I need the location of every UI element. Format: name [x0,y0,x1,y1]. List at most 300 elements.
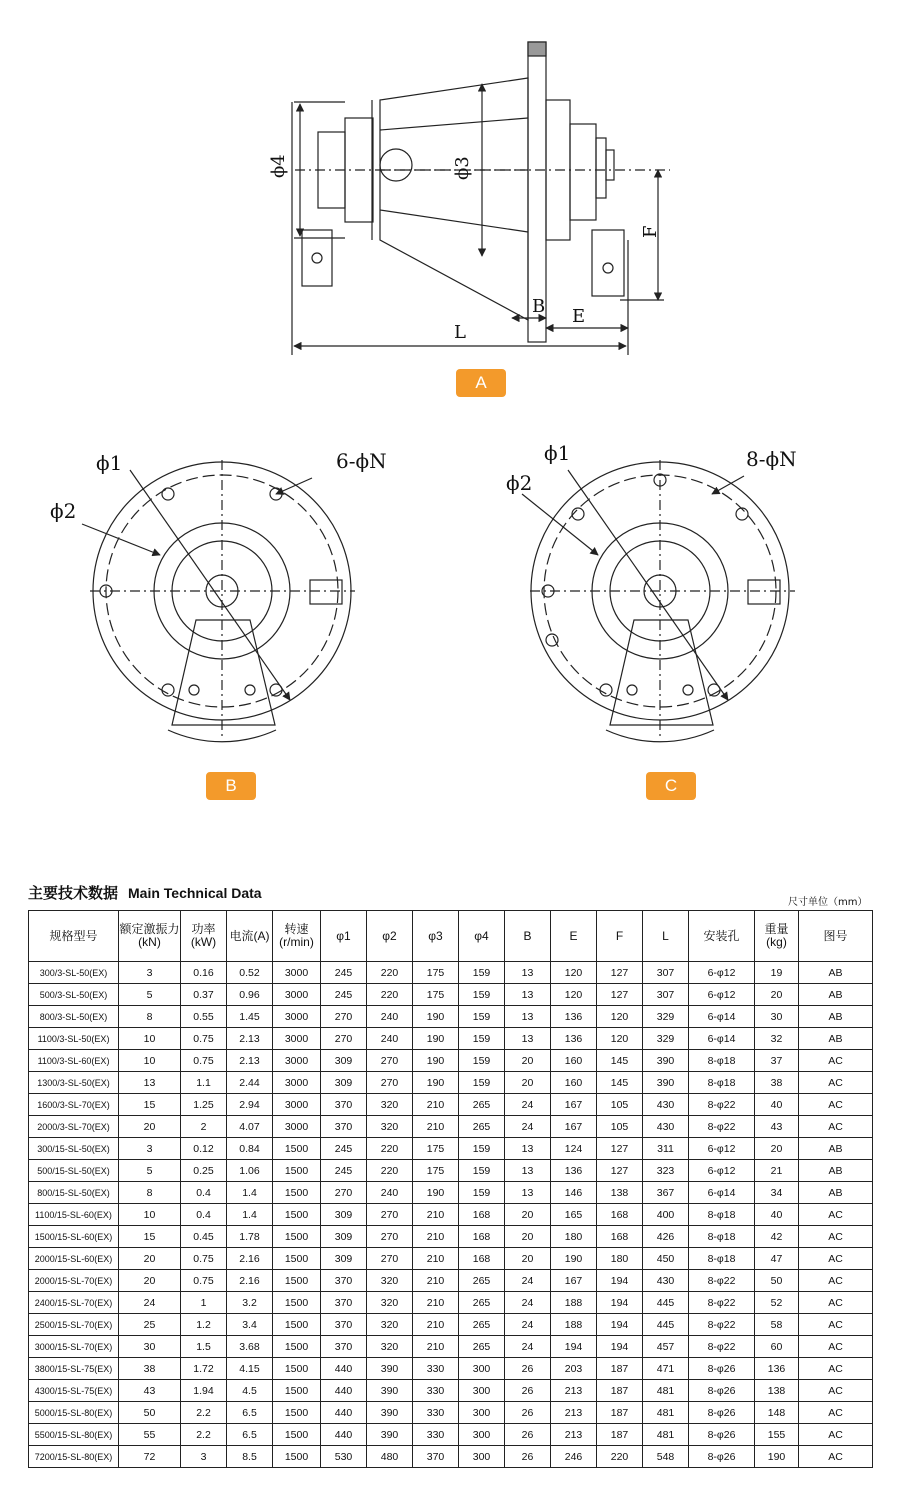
table-cell: 175 [413,1138,459,1160]
column-header: 功率(kW) [181,911,227,962]
table-cell: 440 [321,1358,367,1380]
label-f: F [640,225,661,238]
table-cell: 1500 [273,1336,321,1358]
table-cell: 20 [505,1072,551,1094]
table-cell: 38 [755,1072,799,1094]
table-cell: 2 [181,1116,227,1138]
table-cell: 13 [505,984,551,1006]
table-cell: 457 [643,1336,689,1358]
table-cell: 120 [551,984,597,1006]
column-header: 图号 [799,911,873,962]
table-cell: 136 [551,1028,597,1050]
table-row [29,1248,873,1270]
table-cell: 24 [505,1336,551,1358]
table-cell: 13 [505,962,551,984]
table-cell: 105 [597,1116,643,1138]
table-cell: 1500 [273,1226,321,1248]
table-cell: 159 [459,1072,505,1094]
table-cell: 430 [643,1094,689,1116]
table-cell: 145 [597,1072,643,1094]
table-cell: 2.2 [181,1402,227,1424]
table-cell: 445 [643,1314,689,1336]
table-cell: 0.12 [181,1138,227,1160]
table-cell: 8-φ26 [689,1380,755,1402]
table-cell: 187 [597,1380,643,1402]
table-cell: 30 [119,1336,181,1358]
model-cell: 1100/3-SL-60(EX) [29,1050,119,1072]
table-cell: 210 [413,1116,459,1138]
table-cell: 72 [119,1446,181,1468]
table-cell: 1500 [273,1424,321,1446]
table-cell: 210 [413,1270,459,1292]
section-title [28,882,262,903]
table-cell: 40 [755,1094,799,1116]
column-header: B [505,911,551,962]
table-cell: 240 [367,1028,413,1050]
model-cell: 300/3-SL-50(EX) [29,962,119,984]
model-cell: 4300/15-SL-75(EX) [29,1380,119,1402]
table-cell: 1500 [273,1446,321,1468]
table-cell: 175 [413,984,459,1006]
table-cell: 430 [643,1270,689,1292]
table-cell: AC [799,1248,873,1270]
table-cell: AC [799,1072,873,1094]
technical-data-table [28,910,873,1468]
table-cell: 471 [643,1358,689,1380]
table-cell: 160 [551,1072,597,1094]
table-cell: 440 [321,1380,367,1402]
table-cell: 220 [367,984,413,1006]
table-cell: 188 [551,1292,597,1314]
table-cell: 194 [597,1292,643,1314]
table-cell: 220 [367,1138,413,1160]
model-cell: 1500/15-SL-60(EX) [29,1226,119,1248]
table-cell: AC [799,1116,873,1138]
table-cell: 190 [755,1446,799,1468]
label-phi4: ϕ4 [268,154,289,178]
table-cell: 3000 [273,1028,321,1050]
table-cell: 1500 [273,1138,321,1160]
table-cell: 6.5 [227,1402,273,1424]
label-b-phi2: ϕ2 [50,499,77,523]
table-cell: 270 [367,1050,413,1072]
table-cell: 2.13 [227,1050,273,1072]
table-cell: 20 [505,1248,551,1270]
table-cell: 8 [119,1006,181,1028]
table-cell: 3000 [273,1072,321,1094]
unit-note: 尺寸单位（mm） [788,897,868,908]
table-cell: 5 [119,1160,181,1182]
table-cell: 20 [119,1270,181,1292]
table-cell: 309 [321,1072,367,1094]
table-cell: 4.15 [227,1358,273,1380]
table-cell: 3 [119,1138,181,1160]
table-cell: 165 [551,1204,597,1226]
model-cell: 2400/15-SL-70(EX) [29,1292,119,1314]
table-cell: 370 [321,1314,367,1336]
table-cell: 168 [459,1204,505,1226]
table-cell: 3000 [273,984,321,1006]
table-cell: 127 [597,984,643,1006]
table-cell: 390 [367,1380,413,1402]
table-cell: 10 [119,1204,181,1226]
table-cell: 159 [459,1006,505,1028]
table-cell: 194 [551,1336,597,1358]
model-cell: 800/15-SL-50(EX) [29,1182,119,1204]
table-cell: 148 [755,1402,799,1424]
table-cell: 270 [321,1028,367,1050]
table-cell: 1.2 [181,1314,227,1336]
table-cell: 6-φ14 [689,1182,755,1204]
table-cell: 26 [505,1424,551,1446]
table-cell: 194 [597,1270,643,1292]
table-cell: 26 [505,1446,551,1468]
table-cell: 367 [643,1182,689,1204]
table-cell: 320 [367,1270,413,1292]
model-cell: 500/3-SL-50(EX) [29,984,119,1006]
table-cell: 6-φ12 [689,984,755,1006]
table-cell: 120 [597,1006,643,1028]
table-cell: 311 [643,1138,689,1160]
table-cell: 426 [643,1226,689,1248]
table-cell: 0.55 [181,1006,227,1028]
table-cell: 0.75 [181,1270,227,1292]
table-row [29,1358,873,1380]
table-cell: 203 [551,1358,597,1380]
table-cell: 13 [505,1028,551,1050]
drawing-b-front-view [50,449,387,742]
table-cell: 188 [551,1314,597,1336]
column-header: 重量(kg) [755,911,799,962]
table-cell: 400 [643,1204,689,1226]
table-cell: 307 [643,962,689,984]
table-row [29,1182,873,1204]
table-cell: 26 [505,1402,551,1424]
table-cell: 245 [321,984,367,1006]
table-cell: 127 [597,1138,643,1160]
table-cell: AC [799,1446,873,1468]
model-cell: 7200/15-SL-80(EX) [29,1446,119,1468]
drawing-c-front-view [506,441,797,742]
table-cell: 24 [505,1314,551,1336]
table-cell: 270 [367,1226,413,1248]
table-cell: 2.44 [227,1072,273,1094]
table-cell: 1.1 [181,1072,227,1094]
table-cell: 0.4 [181,1182,227,1204]
table-cell: 20 [755,984,799,1006]
table-cell: 245 [321,1138,367,1160]
table-cell: 430 [643,1116,689,1138]
model-cell: 3800/15-SL-75(EX) [29,1358,119,1380]
table-cell: 0.4 [181,1204,227,1226]
table-cell: 20 [119,1116,181,1138]
model-cell: 1100/15-SL-60(EX) [29,1204,119,1226]
table-cell: 330 [413,1380,459,1402]
badge-b: B [206,772,256,800]
table-cell: 4.07 [227,1116,273,1138]
table-cell: 190 [551,1248,597,1270]
table-cell: 6-φ12 [689,1138,755,1160]
column-header: 安装孔 [689,911,755,962]
table-cell: 0.96 [227,984,273,1006]
table-cell: 13 [119,1072,181,1094]
table-cell: 3 [181,1446,227,1468]
table-cell: 136 [551,1160,597,1182]
section-title-en: Main Technical Data [128,885,262,901]
table-cell: 1500 [273,1160,321,1182]
table-cell: 330 [413,1424,459,1446]
table-cell: 309 [321,1248,367,1270]
table-cell: 194 [597,1314,643,1336]
table-cell: 1500 [273,1270,321,1292]
table-cell: 440 [321,1402,367,1424]
table-cell: 450 [643,1248,689,1270]
table-cell: 124 [551,1138,597,1160]
table-cell: 265 [459,1094,505,1116]
table-cell: AC [799,1314,873,1336]
table-cell: 8-φ26 [689,1402,755,1424]
table-cell: 175 [413,1160,459,1182]
table-cell: 2.16 [227,1248,273,1270]
table-cell: 8-φ26 [689,1424,755,1446]
table-row [29,1292,873,1314]
table-cell: AC [799,1226,873,1248]
table-cell: 52 [755,1292,799,1314]
table-cell: 159 [459,1160,505,1182]
table-cell: 138 [755,1380,799,1402]
model-cell: 5000/15-SL-80(EX) [29,1402,119,1424]
table-cell: 47 [755,1248,799,1270]
table-row [29,1138,873,1160]
table-cell: 0.75 [181,1028,227,1050]
table-cell: 213 [551,1424,597,1446]
table-cell: 167 [551,1270,597,1292]
table-cell: 270 [367,1204,413,1226]
model-cell: 1600/3-SL-70(EX) [29,1094,119,1116]
model-cell: 300/15-SL-50(EX) [29,1138,119,1160]
table-cell: AC [799,1292,873,1314]
table-cell: 159 [459,1028,505,1050]
table-cell: 160 [551,1050,597,1072]
table-cell: 190 [413,1050,459,1072]
table-cell: 0.75 [181,1050,227,1072]
table-cell: 1500 [273,1248,321,1270]
table-cell: 210 [413,1336,459,1358]
table-cell: 270 [321,1006,367,1028]
table-cell: 187 [597,1402,643,1424]
table-cell: 136 [755,1358,799,1380]
table-cell: 320 [367,1094,413,1116]
table-cell: 530 [321,1446,367,1468]
table-cell: 300 [459,1380,505,1402]
table-cell: 168 [459,1248,505,1270]
table-cell: 60 [755,1336,799,1358]
table-cell: 24 [505,1094,551,1116]
table-cell: 58 [755,1314,799,1336]
column-header: E [551,911,597,962]
table-cell: 15 [119,1094,181,1116]
table-row [29,1006,873,1028]
table-cell: AC [799,1050,873,1072]
table-cell: 4.5 [227,1380,273,1402]
table-cell: 127 [597,1160,643,1182]
table-cell: 187 [597,1424,643,1446]
column-header: 转速(r/min) [273,911,321,962]
table-cell: 30 [755,1006,799,1028]
table-cell: 5 [119,984,181,1006]
table-cell: 320 [367,1292,413,1314]
table-cell: 390 [643,1050,689,1072]
column-header: F [597,911,643,962]
table-cell: 390 [367,1358,413,1380]
table-cell: AC [799,1094,873,1116]
badge-c: C [646,772,696,800]
table-row [29,1204,873,1226]
table-cell: 220 [597,1446,643,1468]
table-cell: 210 [413,1226,459,1248]
table-cell: 8-φ22 [689,1270,755,1292]
model-cell: 2000/15-SL-60(EX) [29,1248,119,1270]
table-cell: 190 [413,1072,459,1094]
table-cell: 309 [321,1226,367,1248]
table-cell: AB [799,1028,873,1050]
table-cell: 19 [755,962,799,984]
label-b-holes: 6-ϕN [336,449,387,473]
table-cell: 330 [413,1402,459,1424]
table-cell: 167 [551,1116,597,1138]
table-cell: 1.78 [227,1226,273,1248]
table-row [29,1336,873,1358]
table-cell: 309 [321,1050,367,1072]
table-cell: 329 [643,1028,689,1050]
model-cell: 5500/15-SL-80(EX) [29,1424,119,1446]
table-cell: AC [799,1336,873,1358]
table-cell: 105 [597,1094,643,1116]
table-cell: 320 [367,1336,413,1358]
table-cell: 2.16 [227,1270,273,1292]
table-cell: 20 [119,1248,181,1270]
table-cell: 1500 [273,1358,321,1380]
table-cell: 8-φ22 [689,1094,755,1116]
label-b: B [532,296,546,317]
table-cell: AC [799,1358,873,1380]
table-cell: 0.52 [227,962,273,984]
table-cell: 168 [597,1226,643,1248]
table-cell: 190 [413,1182,459,1204]
table-cell: AB [799,1160,873,1182]
table-cell: 26 [505,1358,551,1380]
table-row [29,1380,873,1402]
model-cell: 500/15-SL-50(EX) [29,1160,119,1182]
table-cell: 370 [321,1116,367,1138]
table-cell: 330 [413,1358,459,1380]
table-cell: 3.4 [227,1314,273,1336]
table-cell: 1500 [273,1380,321,1402]
table-cell: 26 [505,1380,551,1402]
table-cell: 3.68 [227,1336,273,1358]
table-cell: 309 [321,1204,367,1226]
table-cell: 120 [597,1028,643,1050]
table-cell: 6-φ12 [689,962,755,984]
table-cell: 168 [597,1204,643,1226]
table-cell: 210 [413,1094,459,1116]
table-cell: 37 [755,1050,799,1072]
table-cell: 245 [321,1160,367,1182]
table-cell: 24 [119,1292,181,1314]
table-row [29,1160,873,1182]
table-cell: 1500 [273,1292,321,1314]
table-cell: 159 [459,962,505,984]
table-cell: 300 [459,1446,505,1468]
table-cell: 20 [755,1138,799,1160]
table-cell: 21 [755,1160,799,1182]
label-b-phi1: ϕ1 [96,451,123,475]
table-row [29,1226,873,1248]
table-cell: 265 [459,1116,505,1138]
table-cell: 175 [413,962,459,984]
table-cell: 240 [367,1006,413,1028]
table-cell: AC [799,1204,873,1226]
table-cell: 0.16 [181,962,227,984]
model-cell: 1300/3-SL-50(EX) [29,1072,119,1094]
section-title-cn: 主要技术数据 [28,884,119,902]
table-cell: 270 [367,1072,413,1094]
table-cell: 190 [413,1028,459,1050]
column-header: φ3 [413,911,459,962]
table-cell: 146 [551,1182,597,1204]
table-cell: 167 [551,1094,597,1116]
table-cell: 390 [643,1072,689,1094]
table-cell: 187 [597,1358,643,1380]
table-cell: 265 [459,1314,505,1336]
table-row [29,1028,873,1050]
table-cell: 246 [551,1446,597,1468]
table-cell: 34 [755,1182,799,1204]
table-cell: 38 [119,1358,181,1380]
table-cell: 8-φ18 [689,1050,755,1072]
table-cell: 190 [413,1006,459,1028]
table-cell: AB [799,962,873,984]
table-cell: 40 [755,1204,799,1226]
table-cell: 210 [413,1314,459,1336]
model-cell: 2000/15-SL-70(EX) [29,1270,119,1292]
table-row [29,1314,873,1336]
table-cell: 481 [643,1424,689,1446]
table-cell: AB [799,1006,873,1028]
table-cell: 50 [119,1402,181,1424]
table-row [29,1270,873,1292]
table-cell: 194 [597,1336,643,1358]
model-cell: 2500/15-SL-70(EX) [29,1314,119,1336]
table-cell: 180 [597,1248,643,1270]
table-cell: 136 [551,1006,597,1028]
model-cell: 800/3-SL-50(EX) [29,1006,119,1028]
table-cell: 24 [505,1116,551,1138]
table-row [29,984,873,1006]
table-cell: 0.25 [181,1160,227,1182]
table-cell: 220 [367,1160,413,1182]
table-cell: 1500 [273,1204,321,1226]
table-cell: 1500 [273,1402,321,1424]
table-cell: 13 [505,1006,551,1028]
table-cell: AB [799,1182,873,1204]
table-cell: 3000 [273,1094,321,1116]
table-cell: 210 [413,1248,459,1270]
table-cell: 8-φ22 [689,1336,755,1358]
table-cell: 8-φ22 [689,1116,755,1138]
column-header: L [643,911,689,962]
table-cell: 1.4 [227,1182,273,1204]
